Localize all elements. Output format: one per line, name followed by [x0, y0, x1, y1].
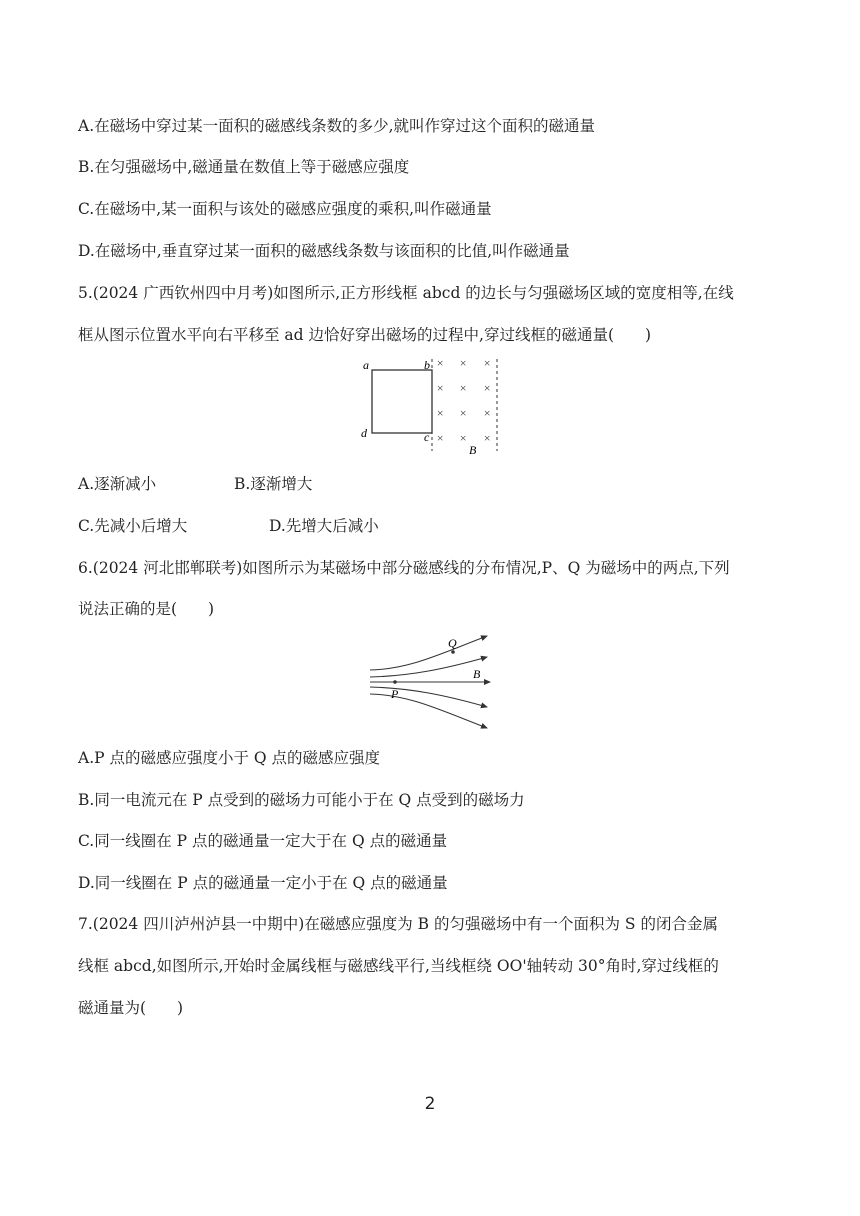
- svg-text:×: ×: [436, 431, 445, 445]
- field-line-2: [370, 657, 487, 677]
- point-Q-dot: [451, 650, 455, 654]
- q5-option-b: B.逐渐增大: [234, 475, 313, 493]
- q7-stem-line3: 磁通量为( ): [78, 999, 184, 1017]
- label-P: P: [391, 687, 399, 701]
- q4-option-d: D.在磁场中,垂直穿过某一面积的磁感线条数与该面积的比值,叫作磁通量: [78, 242, 570, 260]
- svg-text:×: ×: [483, 356, 492, 370]
- field-line-5: [370, 694, 487, 728]
- q5-figure-square-frame-magnetic-field: [355, 355, 515, 460]
- label-c: c: [424, 430, 430, 444]
- q6-stem-line2: 说法正确的是( ): [78, 600, 215, 618]
- svg-text:×: ×: [459, 431, 468, 445]
- q7-stem-line1: 7.(2024 四川泸州泸县一中期中)在磁感应强度为 B 的匀强磁场中有一个面积为 S 的闭合金属: [78, 915, 718, 933]
- page-number: 2: [424, 1094, 436, 1114]
- svg-text:×: ×: [436, 406, 445, 420]
- q6-option-b: B.同一电流元在 P 点受到的磁场力可能小于在 Q 点受到的磁场力: [78, 791, 525, 809]
- q4-option-a: A.在磁场中穿过某一面积的磁感线条数的多少,就叫作穿过这个面积的磁通量: [78, 117, 596, 135]
- q6-figure-magnetic-field-lines: [365, 632, 500, 730]
- q5-option-d: D.先增大后减小: [269, 517, 379, 535]
- q5-option-a: A.逐渐减小: [78, 475, 157, 493]
- svg-text:×: ×: [436, 381, 445, 395]
- label-B: B: [469, 443, 477, 457]
- q7-stem-line2: 线框 abcd,如图所示,开始时金属线框与磁感线平行,当线框绕 OO'轴转动 30°角时,穿过线框的: [78, 957, 719, 975]
- svg-text:×: ×: [436, 356, 445, 370]
- svg-text:×: ×: [483, 381, 492, 395]
- q6-option-a: A.P 点的磁感应强度小于 Q 点的磁感应强度: [78, 749, 381, 767]
- q5-stem-line1: 5.(2024 广西钦州四中月考)如图所示,正方形线框 abcd 的边长与匀强磁场区域的宽度相等,在线: [78, 284, 734, 302]
- q4-option-c: C.在磁场中,某一面积与该处的磁感应强度的乘积,叫作磁通量: [78, 200, 492, 218]
- svg-text:×: ×: [459, 356, 468, 370]
- svg-text:×: ×: [483, 431, 492, 445]
- label-b: b: [424, 358, 430, 372]
- q6-option-d: D.同一线圈在 P 点的磁通量一定小于在 Q 点的磁通量: [78, 874, 448, 892]
- svg-text:×: ×: [459, 381, 468, 395]
- label-B: B: [473, 667, 481, 681]
- label-a: a: [363, 358, 369, 372]
- point-P-dot: [393, 680, 397, 684]
- label-d: d: [361, 426, 367, 440]
- q5-option-c: C.先减小后增大: [78, 517, 188, 535]
- field-line-4: [370, 687, 487, 707]
- q4-option-b: B.在匀强磁场中,磁通量在数值上等于磁感应强度: [78, 158, 410, 176]
- field-line-1: [370, 636, 487, 670]
- field-crosses: [436, 356, 491, 445]
- q6-option-c: C.同一线圈在 P 点的磁通量一定大于在 Q 点的磁通量: [78, 832, 448, 850]
- q6-stem-line1: 6.(2024 河北邯郸联考)如图所示为某磁场中部分磁感线的分布情况,P、Q 为磁场中的两点,下列: [78, 559, 730, 577]
- label-Q: Q: [448, 636, 457, 650]
- square-frame: [372, 370, 432, 433]
- svg-text:×: ×: [483, 406, 492, 420]
- svg-text:×: ×: [459, 406, 468, 420]
- q5-stem-line2: 框从图示位置水平向右平移至 ad 边恰好穿出磁场的过程中,穿过线框的磁通量( ): [78, 326, 652, 344]
